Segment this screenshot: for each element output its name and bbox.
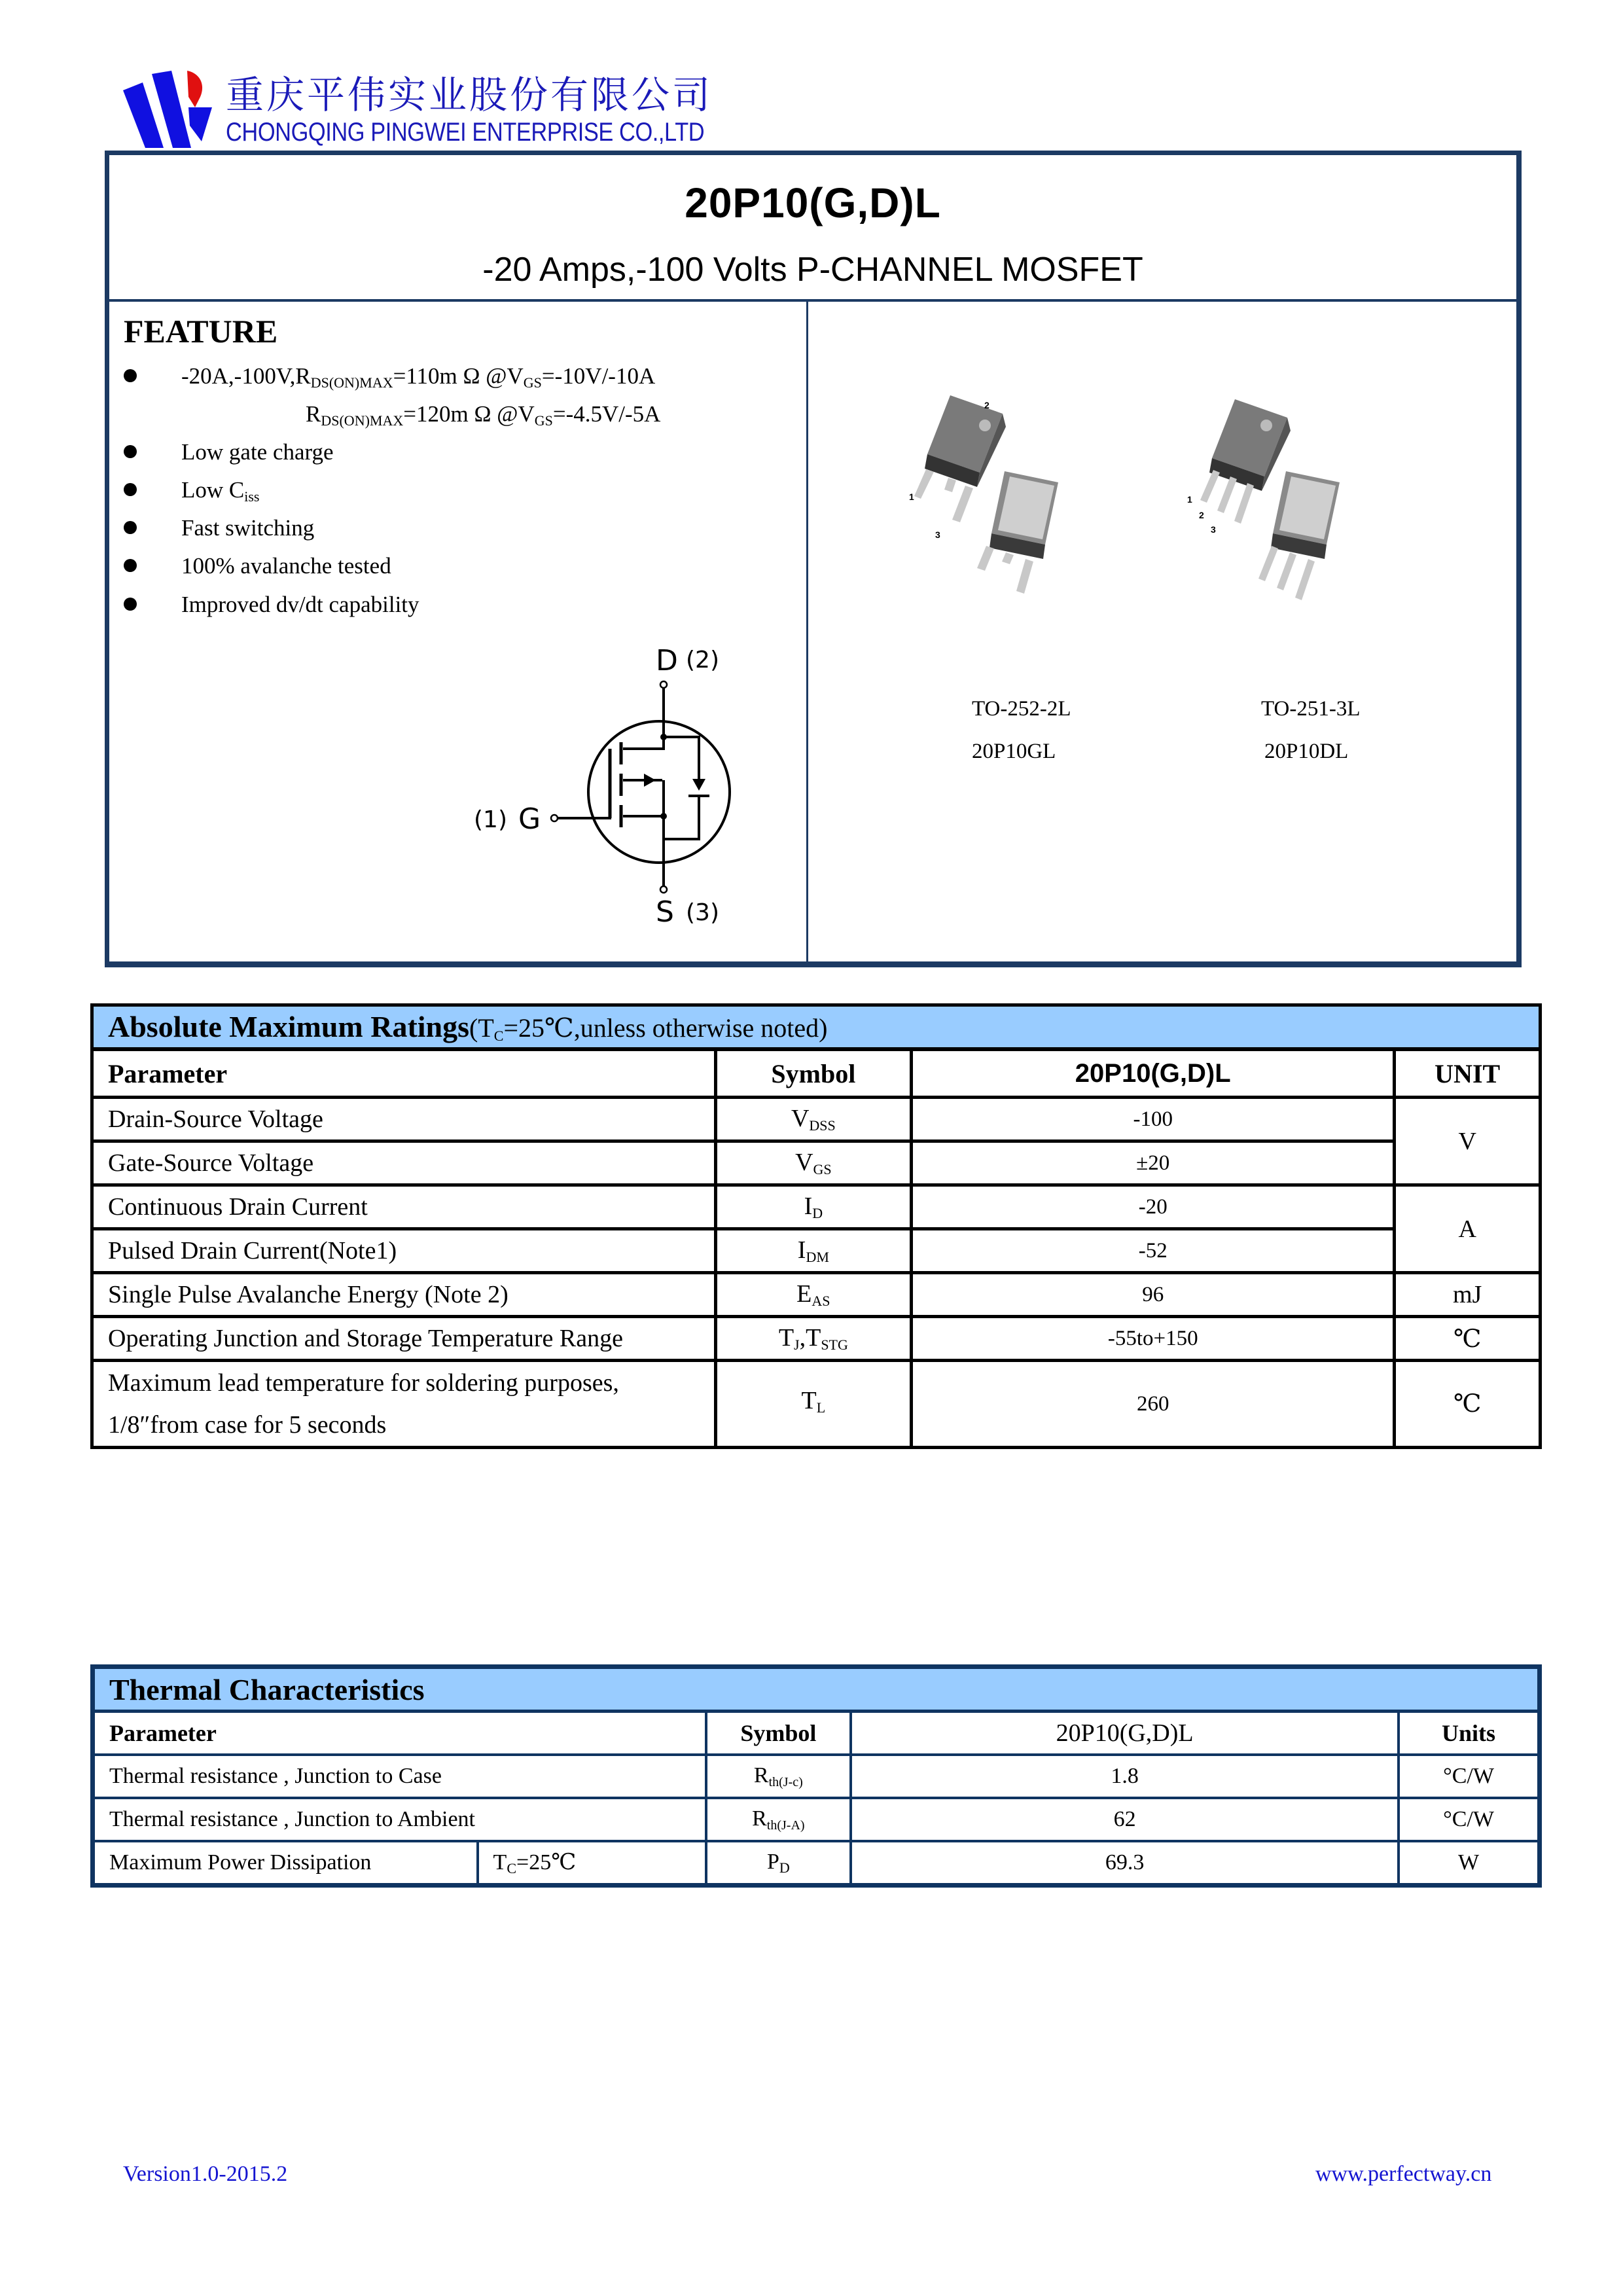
lead-icon (1217, 476, 1237, 513)
company-name-chinese: 重庆平伟实业股份有限公司 (226, 73, 713, 117)
source-terminal (660, 886, 667, 893)
bullet-icon (124, 483, 137, 496)
source-label: S (656, 895, 674, 929)
table-header-row (92, 1049, 1541, 1098)
bullet-icon (124, 521, 137, 534)
bullet-icon (124, 598, 137, 611)
pin-label-3: 3 (1211, 524, 1216, 535)
pin-label-1: 1 (909, 492, 914, 502)
symbol-cell: $P_D$ (706, 1841, 851, 1886)
company-name-english: CHONGQING PINGWEI ENTERPRISE CO.,LTD (226, 118, 705, 147)
feature-item: 100% avalanche tested (124, 553, 391, 579)
param-cell: Single Pulse Avalanche Energy (Note 2) (92, 1273, 716, 1317)
package-to252-top (909, 395, 1006, 540)
condition-cell: $T_C=25℃$ (478, 1841, 706, 1886)
symbol-cell: $T_L$ (715, 1361, 911, 1448)
table-row (92, 1185, 1541, 1229)
table-row (92, 1098, 1541, 1141)
value-cell: 62 (851, 1798, 1399, 1841)
unit-cell: A (1395, 1185, 1541, 1273)
mosfet-schematic (459, 636, 747, 937)
param-cell: Thermal resistance , Junction to Case (93, 1755, 706, 1798)
table-caption-row (93, 1667, 1540, 1712)
lead-icon (1002, 552, 1014, 564)
feature-heading: FEATURE (124, 313, 278, 350)
feature-item: Low Ciss (124, 477, 260, 505)
pin-label-1: 1 (1187, 494, 1192, 505)
drain-pin-label: (2) (686, 647, 719, 673)
value-cell: ±20 (912, 1141, 1395, 1185)
feature-item: Low gate charge (124, 439, 334, 465)
column-header-model: 20P10(G,D)L (912, 1049, 1395, 1098)
drain-terminal (660, 681, 667, 688)
unit-cell: V (1395, 1098, 1541, 1185)
gate-pin-label: (1) (474, 806, 507, 833)
body-arrow-head (644, 774, 656, 787)
column-header-parameter: Parameter (92, 1049, 716, 1098)
value-cell: -20 (912, 1185, 1395, 1229)
source-pin-label: (3) (686, 899, 719, 926)
table-row (92, 1317, 1541, 1361)
symbol-cell: $I_{DM}$ (715, 1229, 911, 1273)
param-cell: Operating Junction and Storage Temperature Range (92, 1317, 716, 1361)
pin-label-2: 2 (1199, 510, 1204, 520)
lead-icon (944, 478, 956, 492)
unit-cell: ℃ (1395, 1317, 1541, 1361)
value-cell: -100 (912, 1098, 1395, 1141)
unit-cell: ℃ (1395, 1361, 1541, 1448)
lead-icon (1277, 552, 1296, 590)
param-cell: Gate-Source Voltage (92, 1141, 716, 1185)
diode-top-line (664, 737, 699, 779)
lead-icon (1258, 546, 1278, 581)
package-part-number: 20P10GL (972, 740, 1056, 763)
param-cell: Thermal resistance , Junction to Ambient (93, 1798, 706, 1841)
symbol-cell: $R_{th(J-A)}$ (706, 1798, 851, 1841)
company-logo (123, 71, 234, 149)
pin-label-3: 3 (935, 529, 940, 540)
table-row (92, 1141, 1541, 1185)
value-cell: 96 (912, 1273, 1395, 1317)
logo-stripe-3 (188, 107, 212, 141)
unit-cell: mJ (1395, 1273, 1541, 1317)
symbol-cell: $E_{AS}$ (715, 1273, 911, 1317)
gate-terminal (551, 815, 558, 821)
table-row (92, 1361, 1541, 1448)
column-header-parameter: Parameter (93, 1712, 706, 1755)
symbol-cell: $V_{DSS}$ (715, 1098, 911, 1141)
lead-icon (977, 546, 994, 571)
table-row (93, 1841, 1540, 1886)
table-row (92, 1229, 1541, 1273)
value-cell: 1.8 (851, 1755, 1399, 1798)
product-subtitle: -20 Amps,-100 Volts P-CHANNEL MOSFET (482, 251, 1143, 289)
lead-icon (1234, 483, 1254, 524)
param-cell: Pulsed Drain Current(Note1) (92, 1229, 716, 1273)
package-to252-bottom (977, 471, 1058, 594)
table-row (92, 1273, 1541, 1317)
column-header-symbol: Symbol (715, 1049, 911, 1098)
feature-item: Fast switching (124, 515, 314, 541)
product-title: 20P10(G,D)L (685, 179, 941, 226)
bullet-icon (124, 369, 137, 382)
table-row (93, 1798, 1540, 1841)
diode-bottom-line (664, 796, 699, 839)
product-summary-box (105, 151, 1522, 967)
value-cell: -52 (912, 1229, 1395, 1273)
param-cell: Maximum Power Dissipation (93, 1841, 478, 1886)
symbol-cell: $T_J,T_{STG}$ (715, 1317, 911, 1361)
param-cell: Drain-Source Voltage (92, 1098, 716, 1141)
unit-cell: °C/W (1399, 1798, 1539, 1841)
lead-icon (914, 469, 934, 499)
symbol-cell: $R_{th(J-c)}$ (706, 1755, 851, 1798)
pin-label-2: 2 (984, 400, 990, 410)
drain-label: D (656, 644, 678, 677)
unit-cell: °C/W (1399, 1755, 1539, 1798)
unit-cell: W (1399, 1841, 1539, 1886)
feature-item: $-20A,-100V,R_{DS(ON)MAX}=110m$ Ω $@V_{GS}=-10V/-10A$ (124, 363, 655, 391)
logo-red-swoosh (187, 71, 202, 107)
table-row (93, 1755, 1540, 1798)
symbol-cell: $V_{GS}$ (715, 1141, 911, 1185)
lead-icon (1295, 559, 1315, 600)
value-cell: 69.3 (851, 1841, 1399, 1886)
column-header-unit: UNIT (1395, 1049, 1541, 1098)
column-header-model: 20P10(G,D)L (851, 1712, 1399, 1755)
param-cell: Continuous Drain Current (92, 1185, 716, 1229)
param-cell: Maximum lead temperature for soldering purposes, 1/8″from case for 5 seconds (92, 1361, 716, 1448)
value-cell: 260 (912, 1361, 1395, 1448)
symbol-cell: $I_D$ (715, 1185, 911, 1229)
absolute-maximum-ratings-table (90, 1003, 1542, 1449)
package-to251-top (1187, 399, 1291, 535)
package-images (888, 374, 1385, 623)
table-header-row (93, 1712, 1540, 1755)
package-to251-bottom (1258, 471, 1340, 600)
table-caption: Absolute Maximum $Ratings(T_C=25℃,unless$ otherwise noted) (92, 1005, 1541, 1050)
lead-icon (1016, 559, 1033, 594)
bullet-icon (124, 445, 137, 458)
column-header-symbol: Symbol (706, 1712, 851, 1755)
feature-item-continuation: $R_{DS(ON)MAX}=120m$ Ω $@V_{GS}=-4.5V/-5A$ (306, 401, 661, 429)
gate-label: G (518, 802, 541, 836)
package-part-number: 20P10DL (1264, 740, 1349, 763)
package-name: TO-252-2L (972, 697, 1071, 721)
table-caption: Thermal Characteristics (93, 1667, 1540, 1712)
column-header-units: Units (1399, 1712, 1539, 1755)
package-name: TO-251-3L (1261, 697, 1361, 721)
feature-item: Improved dv/dt capability (124, 592, 419, 618)
bullet-icon (124, 559, 137, 572)
divider-horizontal (109, 299, 1516, 302)
drain-channel-line (623, 737, 664, 749)
footer-website-link[interactable]: www.perfectway.cn (1315, 2162, 1492, 2186)
table-caption-row (92, 1005, 1541, 1050)
divider-vertical (806, 300, 808, 963)
diode-triangle (692, 779, 705, 791)
lead-icon (952, 486, 973, 522)
thermal-characteristics-table (90, 1664, 1542, 1888)
footer-version: Version1.0-2015.2 (123, 2162, 288, 2186)
lead-icon (1200, 470, 1220, 503)
value-cell: -55to+150 (912, 1317, 1395, 1361)
